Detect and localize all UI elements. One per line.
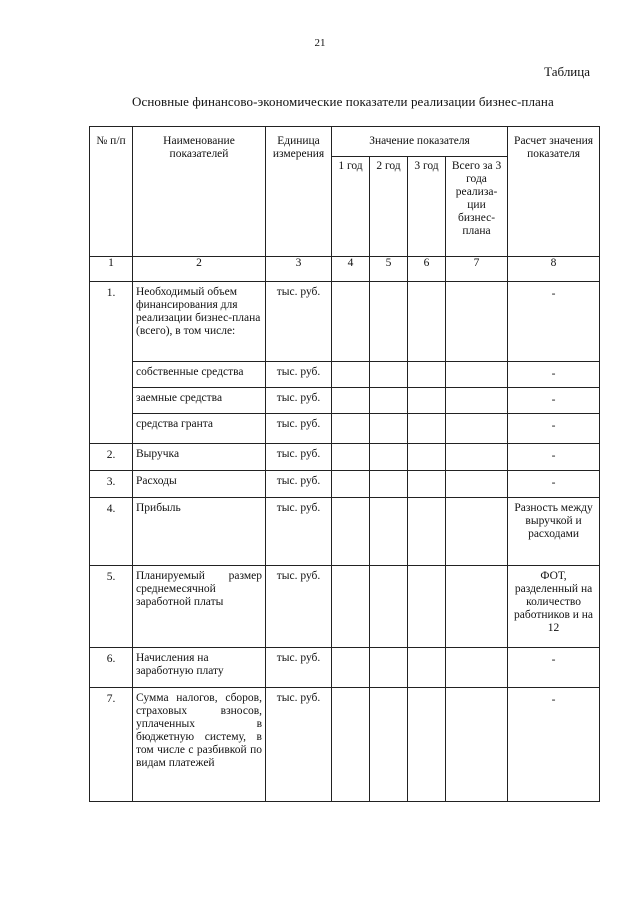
row-unit: тыс. руб. <box>266 648 332 688</box>
value-year-3 <box>408 414 446 444</box>
row-name: Выручка <box>133 444 266 471</box>
col-index: 5 <box>370 257 408 282</box>
table-row <box>90 362 600 388</box>
col-index: 1 <box>90 257 133 282</box>
value-year-2 <box>370 414 408 444</box>
table-row <box>90 471 600 498</box>
row-number: 1. <box>90 282 133 444</box>
value-year-3 <box>408 648 446 688</box>
value-year-3 <box>408 566 446 648</box>
row-unit: тыс. руб. <box>266 688 332 802</box>
value-year-1 <box>332 566 370 648</box>
col-index: 3 <box>266 257 332 282</box>
row-calc: - <box>508 648 600 688</box>
row-name: Прибыль <box>133 498 266 566</box>
page-number: 21 <box>314 37 326 49</box>
row-calc: - <box>508 444 600 471</box>
table-row <box>90 648 600 688</box>
header-year-2: 2 год <box>370 157 408 257</box>
row-name: Сумма налогов, сборов, страховых взносов, уплаченных в бюджетную систему, в том числе с разбивкой по видам платежей <box>133 688 266 802</box>
col-index: 4 <box>332 257 370 282</box>
value-year-3 <box>408 471 446 498</box>
value-total <box>446 388 508 414</box>
row-unit: тыс. руб. <box>266 362 332 388</box>
table-label: Таблица <box>544 64 590 79</box>
row-name: средства гранта <box>133 414 266 444</box>
value-year-1 <box>332 688 370 802</box>
col-index: 6 <box>408 257 446 282</box>
value-year-3 <box>408 688 446 802</box>
value-year-3 <box>408 444 446 471</box>
value-year-2 <box>370 688 408 802</box>
row-calc: Разность между выручкой и расходами <box>508 498 600 566</box>
value-year-2 <box>370 388 408 414</box>
row-name: Необходимый объем финансирования для реализации бизнес-плана (всего), в том числе: <box>133 282 266 362</box>
col-index: 2 <box>133 257 266 282</box>
value-year-2 <box>370 362 408 388</box>
row-unit: тыс. руб. <box>266 498 332 566</box>
value-year-1 <box>332 498 370 566</box>
row-calc: - <box>508 388 600 414</box>
numbering-row <box>90 257 600 282</box>
row-unit: тыс. руб. <box>266 444 332 471</box>
value-total <box>446 566 508 648</box>
header-number: № п/п <box>90 127 133 257</box>
value-year-3 <box>408 388 446 414</box>
row-name: собственные средства <box>133 362 266 388</box>
value-total <box>446 471 508 498</box>
value-total <box>446 648 508 688</box>
value-total <box>446 414 508 444</box>
value-total <box>446 282 508 362</box>
header-total: Всего за 3 года реализа-ции бизнес-плана <box>446 157 508 257</box>
value-year-3 <box>408 282 446 362</box>
row-number: 6. <box>90 648 133 688</box>
row-calc: ФОТ, разделенный на количество работников и на 12 <box>508 566 600 648</box>
header-year-1: 1 год <box>332 157 370 257</box>
value-year-1 <box>332 444 370 471</box>
value-year-1 <box>332 282 370 362</box>
row-name: Планируемый размер среднемесячной заработной платы <box>133 566 266 648</box>
row-number: 7. <box>90 688 133 802</box>
table-row <box>90 282 600 362</box>
row-calc: - <box>508 688 600 802</box>
value-year-1 <box>332 362 370 388</box>
table-row <box>90 414 600 444</box>
row-name: Начисления на заработную плату <box>133 648 266 688</box>
header-calc: Расчет значения показателя <box>508 127 600 257</box>
value-year-2 <box>370 648 408 688</box>
header-name: Наименование показателей <box>133 127 266 257</box>
value-year-2 <box>370 498 408 566</box>
row-unit: тыс. руб. <box>266 414 332 444</box>
value-total <box>446 688 508 802</box>
row-name: Расходы <box>133 471 266 498</box>
row-unit: тыс. руб. <box>266 282 332 362</box>
row-name: заемные средства <box>133 388 266 414</box>
table-row <box>90 566 600 648</box>
value-year-1 <box>332 388 370 414</box>
col-index: 8 <box>508 257 600 282</box>
value-year-3 <box>408 498 446 566</box>
row-number: 3. <box>90 471 133 498</box>
col-index: 7 <box>446 257 508 282</box>
row-number: 2. <box>90 444 133 471</box>
row-calc: - <box>508 471 600 498</box>
row-unit: тыс. руб. <box>266 566 332 648</box>
value-year-1 <box>332 414 370 444</box>
header-value: Значение показателя <box>332 127 508 157</box>
value-total <box>446 362 508 388</box>
page-title: Основные финансово-экономические показатели реализации бизнес-плана <box>132 94 554 109</box>
value-year-3 <box>408 362 446 388</box>
row-calc: - <box>508 362 600 388</box>
row-number: 5. <box>90 566 133 648</box>
value-year-2 <box>370 471 408 498</box>
row-unit: тыс. руб. <box>266 388 332 414</box>
table-row <box>90 688 600 802</box>
row-unit: тыс. руб. <box>266 471 332 498</box>
value-year-2 <box>370 282 408 362</box>
value-total <box>446 498 508 566</box>
value-year-2 <box>370 444 408 471</box>
header-unit: Единица измерения <box>266 127 332 257</box>
value-total <box>446 444 508 471</box>
value-year-1 <box>332 471 370 498</box>
header-year-3: 3 год <box>408 157 446 257</box>
row-number: 4. <box>90 498 133 566</box>
indicators-table <box>89 126 600 802</box>
table-row <box>90 388 600 414</box>
table-row <box>90 444 600 471</box>
row-calc: - <box>508 414 600 444</box>
value-year-1 <box>332 648 370 688</box>
value-year-2 <box>370 566 408 648</box>
row-calc: - <box>508 282 600 362</box>
table-row <box>90 498 600 566</box>
